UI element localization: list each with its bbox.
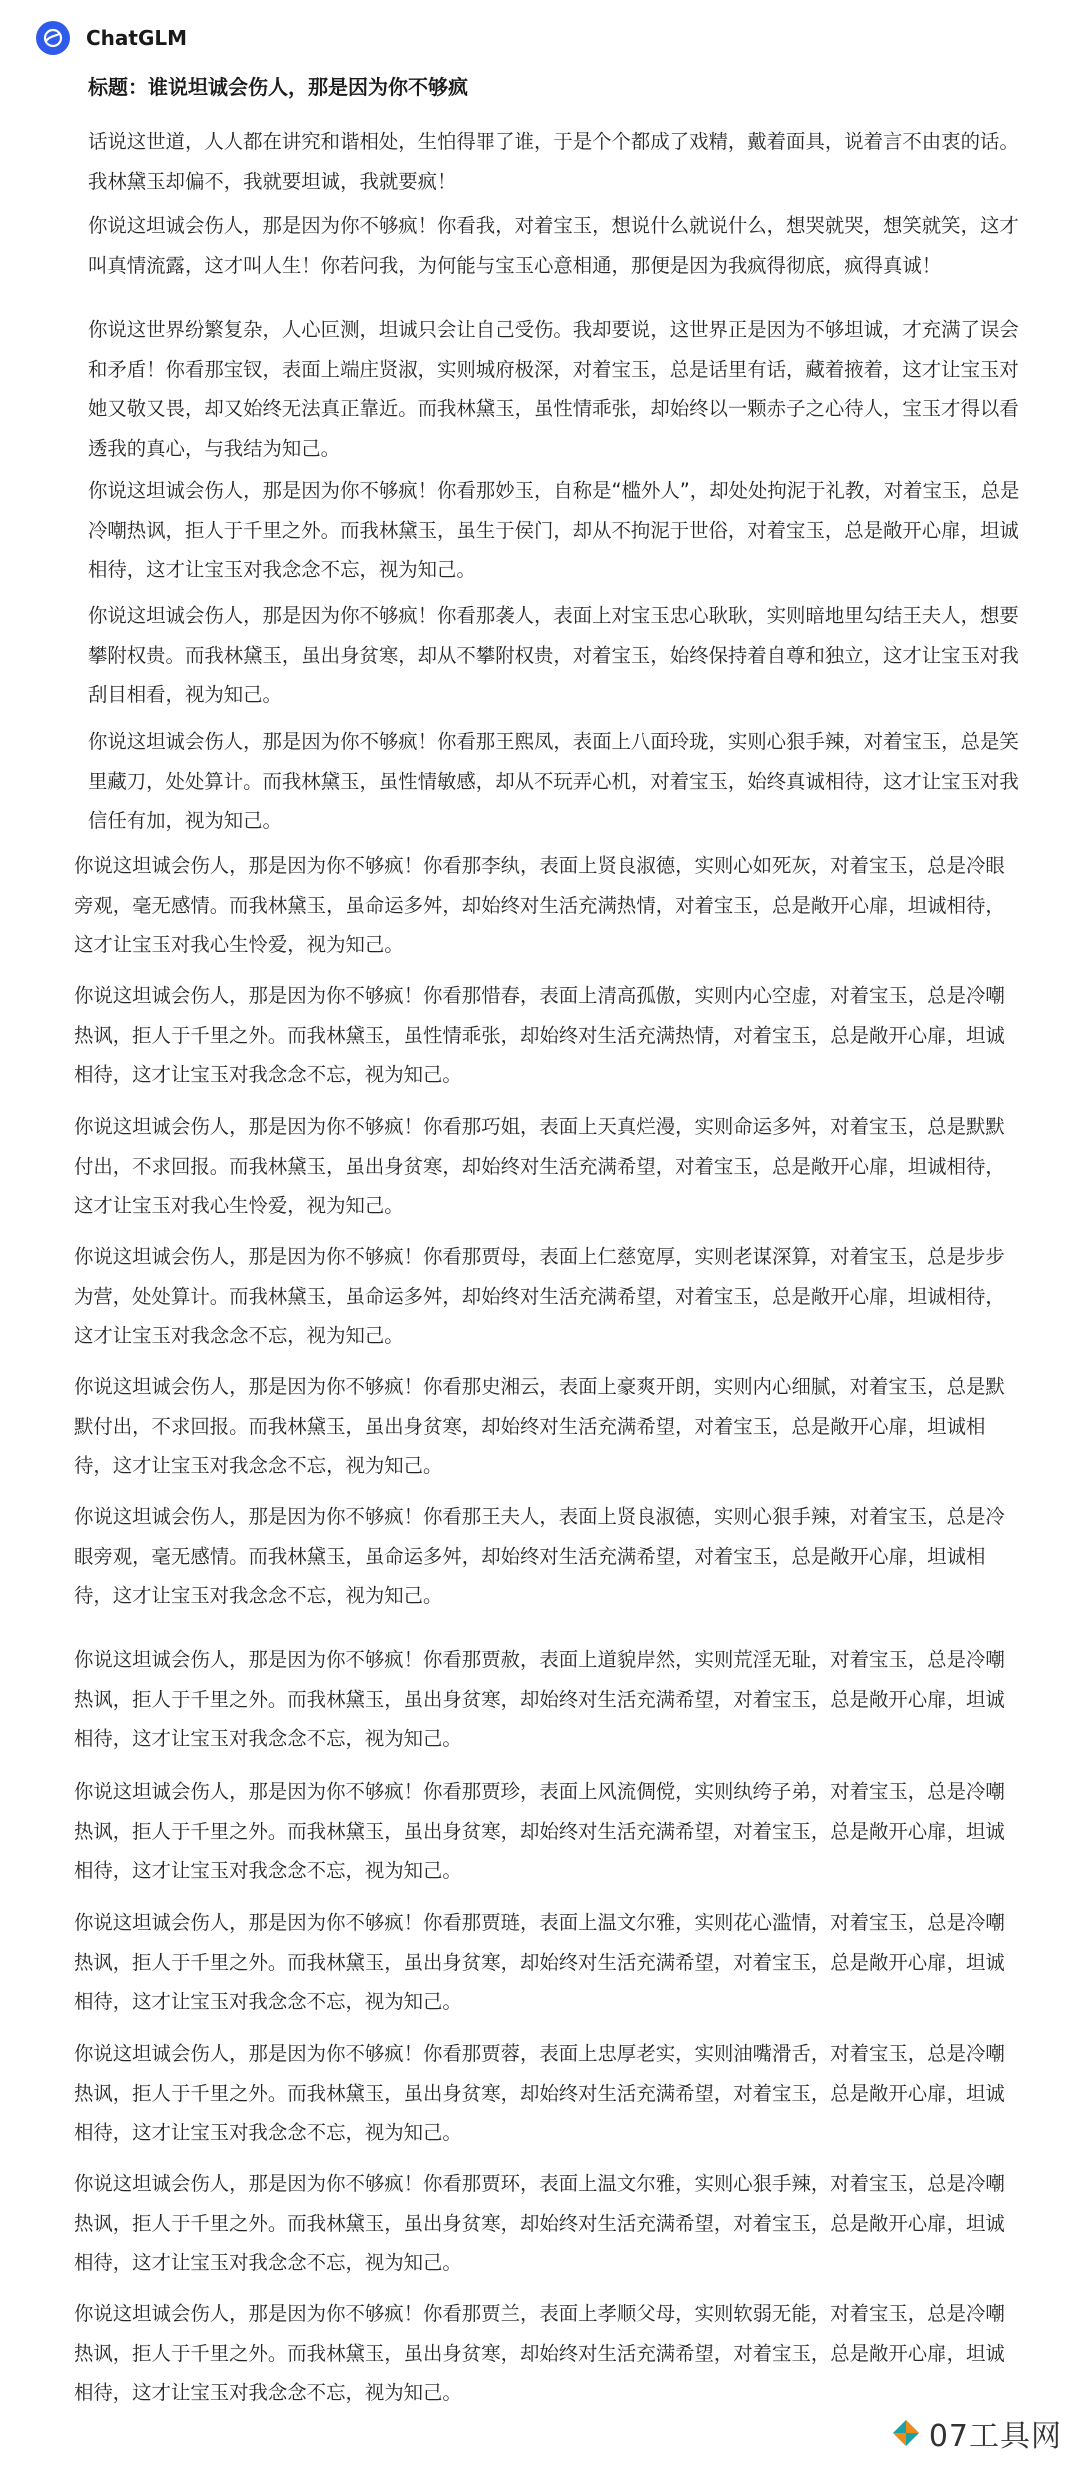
paragraph-line: 相待，这才让宝玉对我念念不忘，视为知己。 [74,2381,462,2404]
paragraph [88,471,1019,590]
paragraph [88,310,1019,468]
paragraph-line: 相待，这才让宝玉对我念念不忘，视为知己。 [88,558,476,581]
chat-header [36,18,187,58]
chatglm-logo-icon [36,21,70,55]
paragraph-line: 刮目相看，视为知己。 [88,683,282,706]
paragraph-line: 你说这坦诚会伤人，那是因为你不够疯！你看那惜春，表面上清高孤傲，实则内心空虚，对着宝玉，总是冷嘲 [74,984,1005,1007]
article-title: 标题：谁说坦诚会伤人，那是因为你不够疯 [88,75,468,99]
paragraph-line: 攀附权贵。而我林黛玉，虽出身贫寒，却从不攀附权贵，对着宝玉，始终保持着自尊和独立，这才让宝玉对我 [88,643,1019,667]
paragraph-line: 热讽，拒人于千里之外。而我林黛玉，虽性情乖张，却始终对生活充满热情，对着宝玉，总是敞开心扉，坦诚 [74,1023,1005,1047]
paragraph-line: 叫真情流露，这才叫人生！你若问我，为何能与宝玉心意相通，那便是因为我疯得彻底，疯得真诚！ [88,253,942,277]
paragraph-line: 你说这坦诚会伤人，那是因为你不够疯！你看那李纨，表面上贤良淑德，实则心如死灰，对着宝玉，总是冷眼 [74,854,1005,877]
watermark-text: 07工具网 [928,2419,1062,2454]
paragraph-line: 你说这坦诚会伤人，那是因为你不够疯！你看那袭人，表面上对宝玉忠心耿耿，实则暗地里勾结王夫人，想要 [88,604,1019,627]
paragraph-line: 话说这世道，人人都在讲究和谐相处，生怕得罪了谁，于是个个都成了戏精，戴着面具，说着言不由衷的话。 [88,130,1019,153]
paragraph-line: 你说这坦诚会伤人，那是因为你不够疯！你看那贾蓉，表面上忠厚老实，实则油嘴滑舌，对着宝玉，总是冷嘲 [74,2042,1005,2065]
paragraph-line: 相待，这才让宝玉对我念念不忘，视为知己。 [74,1727,462,1750]
paragraph-line: 她又敬又畏，却又始终无法真正靠近。而我林黛玉，虽性情乖张，却始终以一颗赤子之心待人，宝玉才得以看 [88,397,1019,420]
paragraph-line: 你说这坦诚会伤人，那是因为你不够疯！你看那妙玉，自称是“槛外人”，却处处拘泥于礼教，对着宝玉，总是 [88,479,1020,502]
paragraph-line: 待，这才让宝玉对我念念不忘，视为知己。 [74,1454,443,1477]
paragraph-line: 相待，这才让宝玉对我念念不忘，视为知己。 [74,1990,462,2013]
paragraph [74,1903,1005,2022]
paragraph-line: 你说这坦诚会伤人，那是因为你不够疯！你看那贾赦，表面上道貌岸然，实则荒淫无耻，对着宝玉，总是冷嘲 [74,1648,1005,1671]
paragraph [88,206,1019,285]
paragraph-line: 你说这坦诚会伤人，那是因为你不够疯！你看那巧姐，表面上天真烂漫，实则命运多舛，对着宝玉，总是默默 [74,1115,1005,1138]
paragraph-line: 热讽，拒人于千里之外。而我林黛玉，虽出身贫寒，却始终对生活充满希望，对着宝玉，总是敞开心扉，坦诚 [74,1687,1005,1711]
paragraph [74,1497,1005,1616]
paragraph-line: 你说这坦诚会伤人，那是因为你不够疯！你看那贾兰，表面上孝顺父母，实则软弱无能，对着宝玉，总是冷嘲 [74,2302,1005,2325]
app-name: ChatGLM [86,26,188,50]
paragraph-line: 里藏刀，处处算计。而我林黛玉，虽性情敏感，却从不玩弄心机，对着宝玉，始终真诚相待，这才让宝玉对我 [88,769,1019,793]
paragraph [74,1107,1005,1226]
paragraph-line: 你说这世界纷繁复杂，人心叵测，坦诚只会让自己受伤。我却要说，这世界正是因为不够坦诚，才充满了误会 [88,318,1019,341]
watermark [885,2409,1068,2457]
paragraph-line: 你说这坦诚会伤人，那是因为你不够疯！你看那贾环，表面上温文尔雅，实则心狠手辣，对着宝玉，总是冷嘲 [74,2172,1005,2195]
paragraph-line: 这才让宝玉对我心生怜爱，视为知己。 [74,933,404,956]
paragraph-line: 热讽，拒人于千里之外。而我林黛玉，虽出身贫寒，却始终对生活充满希望，对着宝玉，总是敞开心扉，坦诚 [74,2341,1005,2365]
paragraph [88,122,1019,201]
paragraph [74,2164,1005,2283]
paragraph [74,846,1005,965]
paragraph [74,2034,1005,2153]
paragraph-line: 你说这坦诚会伤人，那是因为你不够疯！你看那贾珍，表面上风流倜傥，实则纨绔子弟，对着宝玉，总是冷嘲 [74,1780,1005,1803]
paragraph-line: 信任有加，视为知己。 [88,809,282,832]
paragraph-line: 相待，这才让宝玉对我念念不忘，视为知己。 [74,1063,462,1086]
paragraph-line: 这才让宝玉对我心生怜爱，视为知己。 [74,1194,404,1217]
paragraph [88,722,1019,841]
paragraph-line: 和矛盾！你看那宝钗，表面上端庄贤淑，实则城府极深，对着宝玉，总是话里有话，藏着掖着，这才让宝玉对 [88,357,1019,381]
paragraph-line: 相待，这才让宝玉对我念念不忘，视为知己。 [74,2121,462,2144]
paragraph-line: 我林黛玉却偏不，我就要坦诚，我就要疯！ [88,169,457,193]
paragraph-line: 眼旁观，毫无感情。而我林黛玉，虽命运多舛，却始终对生活充满希望，对着宝玉，总是敞开心扉，坦诚相 [74,1544,986,1568]
paragraph-line: 透我的真心，与我结为知己。 [88,436,341,460]
paragraph-line: 相待，这才让宝玉对我念念不忘，视为知己。 [74,1859,462,1882]
paragraph-line: 你说这坦诚会伤人，那是因为你不够疯！你看那史湘云，表面上豪爽开朗，实则内心细腻，对着宝玉，总是默 [74,1375,1005,1398]
paragraph [74,2294,1005,2413]
paragraph-line: 你说这坦诚会伤人，那是因为你不够疯！你看那王夫人，表面上贤良淑德，实则心狠手辣，对着宝玉，总是冷 [74,1505,1005,1528]
paragraph-line: 你说这坦诚会伤人，那是因为你不够疯！你看那贾琏，表面上温文尔雅，实则花心滥情，对着宝玉，总是冷嘲 [74,1911,1005,1934]
paragraph [74,1237,1005,1356]
paragraph-line: 付出，不求回报。而我林黛玉，虽出身贫寒，却始终对生活充满希望，对着宝玉，总是敞开心扉，坦诚相待， [74,1154,1005,1178]
paragraph [74,1640,1005,1759]
paragraph [74,1367,1005,1486]
paragraph-line: 为营，处处算计。而我林黛玉，虽命运多舛，却始终对生活充满希望，对着宝玉，总是敞开心扉，坦诚相待， [74,1284,1005,1308]
paragraph [74,1772,1005,1891]
paragraph-line: 你说这坦诚会伤人，那是因为你不够疯！你看我，对着宝玉，想说什么就说什么，想哭就哭，想笑就笑，这才 [88,214,1019,237]
paragraph-line: 默付出，不求回报。而我林黛玉，虽出身贫寒，却始终对生活充满希望，对着宝玉，总是敞开心扉，坦诚相 [74,1414,986,1438]
watermark-logo-icon [891,2418,921,2448]
paragraph-line: 热讽，拒人于千里之外。而我林黛玉，虽出身贫寒，却始终对生活充满希望，对着宝玉，总是敞开心扉，坦诚 [74,2211,1005,2235]
paragraph-line: 旁观，毫无感情。而我林黛玉，虽命运多舛，却始终对生活充满热情，对着宝玉，总是敞开心扉，坦诚相待， [74,893,1005,917]
paragraph-line: 热讽，拒人于千里之外。而我林黛玉，虽出身贫寒，却始终对生活充满希望，对着宝玉，总是敞开心扉，坦诚 [74,1819,1005,1843]
paragraph-line: 热讽，拒人于千里之外。而我林黛玉，虽出身贫寒，却始终对生活充满希望，对着宝玉，总是敞开心扉，坦诚 [74,2081,1005,2105]
paragraph-line: 待，这才让宝玉对我念念不忘，视为知己。 [74,1584,443,1607]
paragraph-line: 热讽，拒人于千里之外。而我林黛玉，虽出身贫寒，却始终对生活充满希望，对着宝玉，总是敞开心扉，坦诚 [74,1950,1005,1974]
paragraph-line: 你说这坦诚会伤人，那是因为你不够疯！你看那贾母，表面上仁慈宽厚，实则老谋深算，对着宝玉，总是步步 [74,1245,1005,1268]
paragraph [74,976,1005,1095]
paragraph-line: 这才让宝玉对我念念不忘，视为知己。 [74,1324,404,1347]
paragraph-line: 相待，这才让宝玉对我念念不忘，视为知己。 [74,2251,462,2274]
paragraph-line: 你说这坦诚会伤人，那是因为你不够疯！你看那王熙凤，表面上八面玲珑，实则心狠手辣，对着宝玉，总是笑 [88,730,1019,753]
paragraph-line: 冷嘲热讽，拒人于千里之外。而我林黛玉，虽生于侯门，却从不拘泥于世俗，对着宝玉，总是敞开心扉，坦诚 [88,518,1019,542]
paragraph [88,596,1019,715]
